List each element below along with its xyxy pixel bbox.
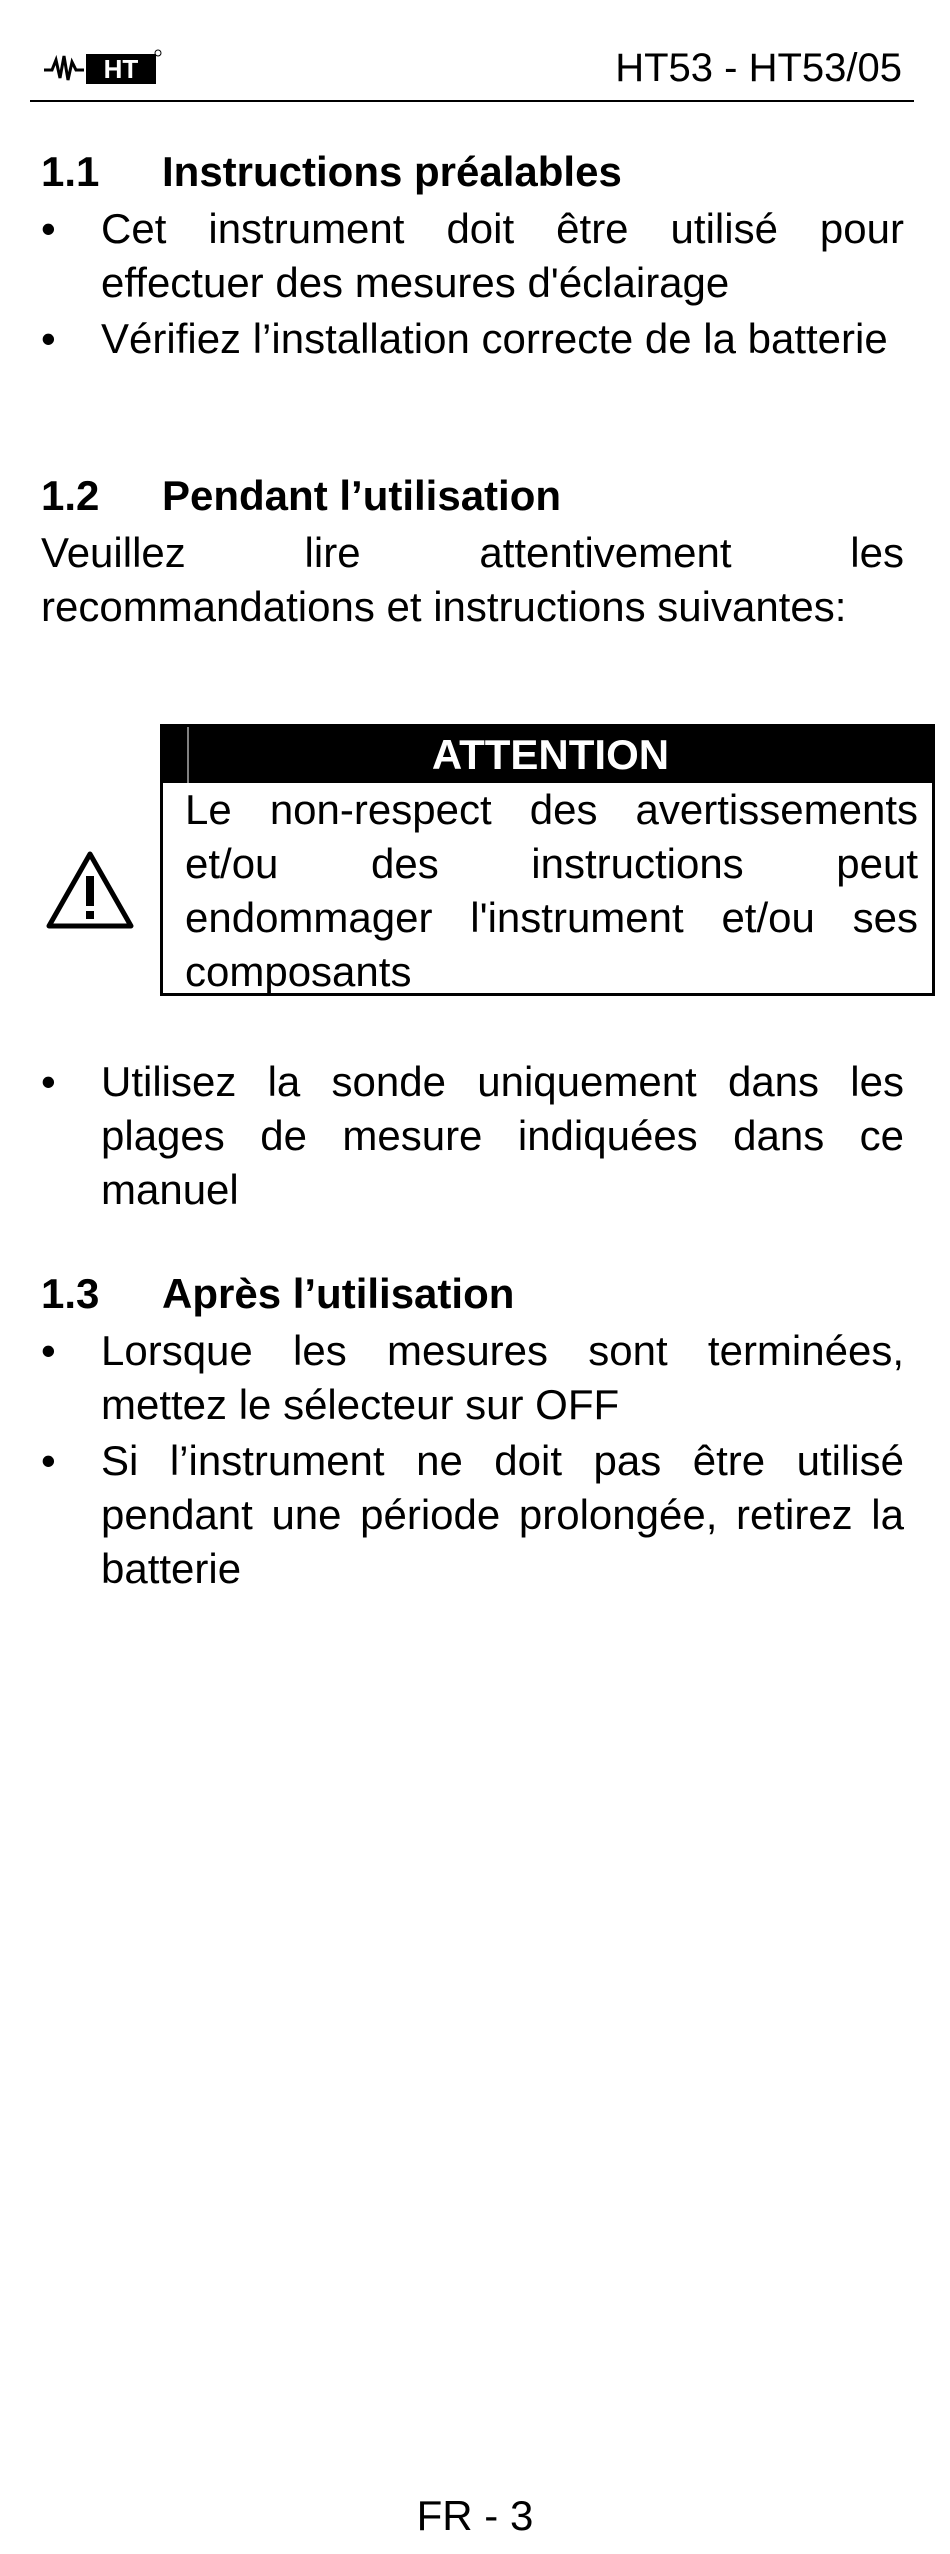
section-title-text: Pendant l’utilisation: [162, 472, 562, 519]
attention-text: Le non-respect des avertissements et/ou des instructions peut endommager l'instrument et/ou ses composants: [185, 786, 918, 995]
section-title-1-2: [41, 470, 561, 522]
section-number: 1.2: [41, 472, 100, 519]
logo-lettering: HT: [103, 54, 139, 84]
bullet-dot: •: [41, 1437, 56, 1484]
section-title-1-1: [41, 146, 622, 198]
attention-box: [160, 724, 935, 996]
list-item-text: Cet instrument doit être utilisé pour effectuer des mesures d'éclairage: [101, 205, 904, 306]
list-item-text: Vérifiez l’installation correcte de la batterie: [101, 315, 888, 362]
list-item-text: Utilisez la sonde uniquement dans les plages de mesure indiquées dans ce manuel: [101, 1058, 904, 1213]
section-title-1-3: [41, 1268, 514, 1320]
ht-logo: [42, 48, 162, 86]
section-intro: Veuillez lire attentivement les recommandations et instructions suivantes:: [41, 529, 904, 630]
section-number: 1.1: [41, 148, 100, 195]
list-item: [41, 202, 904, 310]
model-name: HT53 - HT53/05: [615, 46, 902, 90]
bullet-dot: •: [41, 315, 56, 362]
list-item: [41, 312, 904, 420]
section-number: 1.3: [41, 1270, 100, 1317]
bullet-dot: •: [41, 1327, 56, 1374]
list-item: [41, 1055, 904, 1217]
bullet-dot: •: [41, 205, 56, 252]
list-item: [41, 1324, 904, 1432]
page-header: [30, 38, 914, 102]
bullet-dot: •: [41, 1058, 56, 1105]
page-number: FR - 3: [416, 2492, 534, 2539]
section-title-text: Après l’utilisation: [162, 1270, 515, 1317]
list-item-text: Si l’instrument ne doit pas être utilisé pendant une période prolongée, retirez la batterie: [101, 1437, 904, 1592]
warning-triangle-icon: [45, 850, 135, 930]
list-item: [41, 1434, 904, 1596]
section-title-text: Instructions préalables: [162, 148, 622, 195]
attention-title: ATTENTION: [163, 727, 932, 783]
list-item-text: Lorsque les mesures sont terminées, mettez le sélecteur sur OFF: [101, 1327, 904, 1428]
